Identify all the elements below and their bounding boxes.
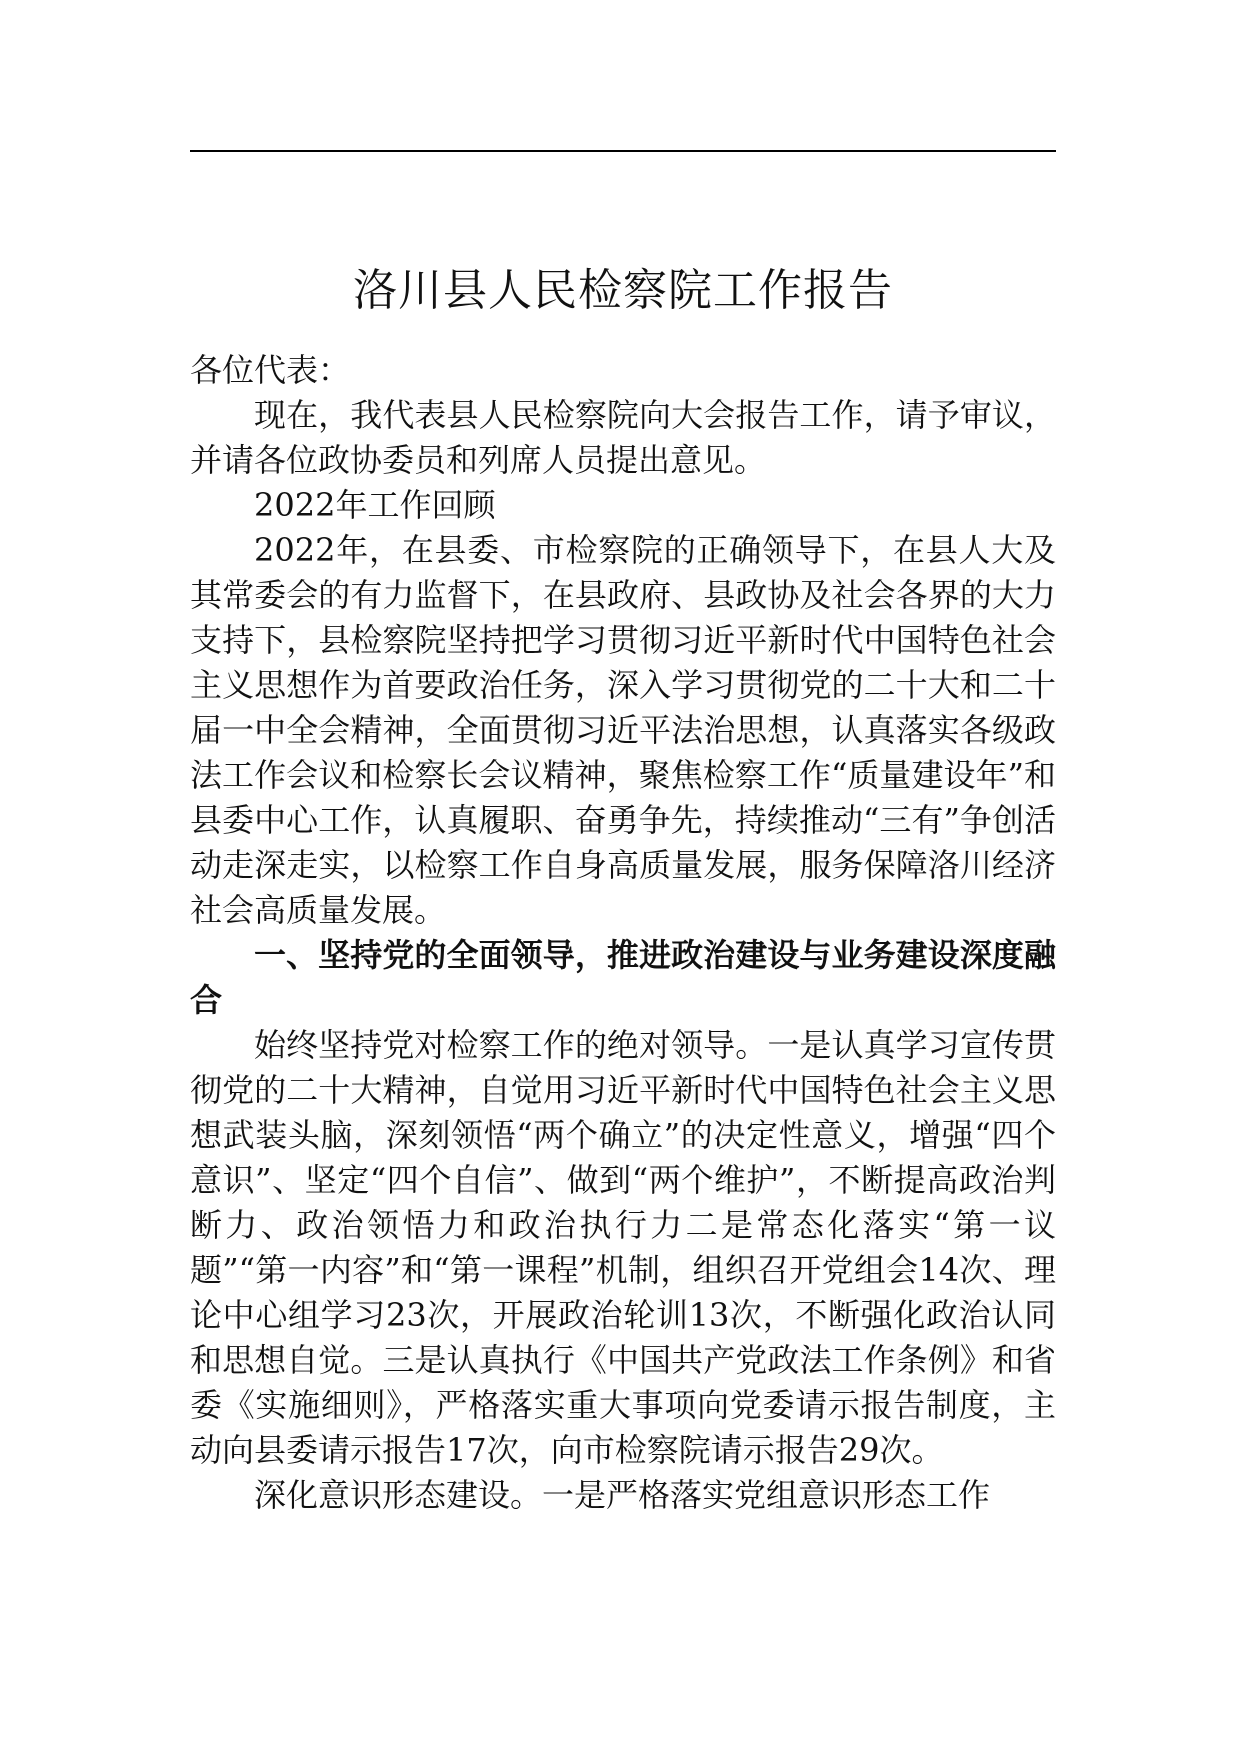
paragraph-overview: 2022年，在县委、市检察院的正确领导下，在县人大及其常委会的有力监督下，在县政府、县政协及社会各界的大力支持下，县检察院坚持把学习贯彻习近平新时代中国特色社会主义思想作为首要政治任务，深入学习贯彻党的二十大和二十届一中全会精神，全面贯彻习近平法治思想，认真落实各级政法工作会议和检察长会议精神，聚焦检察工作“质量建设年”和县委中心工作，认真履职、奋勇争先，持续推动“三有”争创活动走深走实，以检察工作自身高质量发展，服务保障洛川经济社会高质量发展。 bbox=[190, 531, 1056, 929]
document-body bbox=[190, 348, 1056, 1518]
paragraph-party-leadership: 始终坚持党对检察工作的绝对领导。一是认真学习宣传贯彻党的二十大精神，自觉用习近平新时代中国特色社会主义思想武装头脑，深刻领悟“两个确立”的决定性意义，增强“四个意识”、坚定“四个自信”、做到“两个维护”，不断提高政治判断力、政治领悟力和政治执行力二是常态化落实“第一议题”“第一内容”和“第一课程”机制，组织召开党组会14次、理论中心组学习23次，开展政治轮训13次，不断强化政治认同和思想自觉。三是认真执行《中国共产党政法工作条例》和省委《实施细则》，严格落实重大事项向党委请示报告制度，主动向县委请示报告17次，向市检察院请示报告29次。 bbox=[190, 1026, 1056, 1469]
salutation: 各位代表： bbox=[190, 351, 351, 389]
paragraph-ideology: 深化意识形态建设。一是严格落实党组意识形态工作 bbox=[254, 1476, 991, 1514]
header-rule bbox=[190, 150, 1056, 152]
paragraph-intro: 现在，我代表县人民检察院向大会报告工作，请予审议，并请各位政协委员和列席人员提出意见。 bbox=[190, 396, 1056, 479]
section-heading-review: 2022年工作回顾 bbox=[254, 486, 496, 524]
section-heading-one: 一、坚持党的全面领导，推进政治建设与业务建设深度融合 bbox=[190, 936, 1056, 1019]
document-title: 洛川县人民检察院工作报告 bbox=[353, 265, 893, 317]
